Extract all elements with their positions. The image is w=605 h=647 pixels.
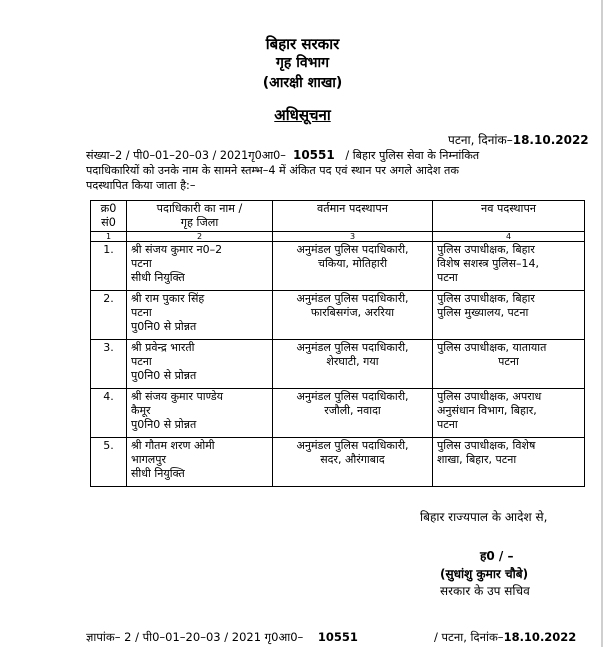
- appointment-mode: पु0नि0 से प्रोन्नत: [131, 369, 197, 382]
- memo-dateline-prefix: / पटना, दिनांक–: [434, 630, 504, 644]
- signatory-name: (सुधांशु कुमार चौबे): [440, 567, 529, 581]
- notification-paragraph: [86, 148, 586, 193]
- officer-name: श्री संजय कुमार न0–2: [131, 243, 223, 256]
- officer-cell: [127, 389, 273, 438]
- memo-footer: [86, 630, 577, 645]
- officer-cell: [127, 438, 273, 487]
- row-serial: 4.: [91, 389, 127, 438]
- new-posting-cell: पुलिस उपाधीक्षक, बिहार पुलिस मुख्यालय, पटना: [433, 291, 585, 340]
- current-posting-cell: अनुमंडल पुलिस पदाधिकारी, फारबिसगंज, अररिया: [273, 291, 433, 340]
- column-number: 1: [91, 232, 127, 242]
- branch-name: (आरक्षी शाखा): [262, 75, 343, 91]
- appointment-mode: सीधी नियुक्ति: [131, 467, 185, 480]
- table-row: [91, 291, 585, 340]
- current-posting-cell: अनुमंडल पुलिस पदाधिकारी, रजौली, नवादा: [273, 389, 433, 438]
- posting-table: [90, 200, 585, 487]
- officer-name: श्री गौतम शरण ओमी: [131, 439, 215, 452]
- officer-cell: [127, 340, 273, 389]
- table-row: [91, 242, 585, 291]
- column-number: 2: [127, 232, 273, 242]
- column-number: 3: [273, 232, 433, 242]
- signatory-designation: सरकार के उप सचिव: [440, 584, 530, 598]
- header-serial: क्र0 सं0: [91, 201, 127, 232]
- notification-line-2: पदाधिकारियों को उनके नाम के सामने स्तम्भ–4 में अंकित पद एवं स्थान पर अगले आदेश तक: [86, 164, 459, 177]
- memo-dateline: [434, 630, 576, 645]
- page-right-border: [601, 0, 603, 647]
- dateline-prefix: पटना, दिनांक–: [448, 133, 513, 147]
- dateline-date: 18.10.2022: [512, 133, 589, 147]
- current-posting-cell: अनुमंडल पुलिस पदाधिकारी, चकिया, मोतिहारी: [273, 242, 433, 291]
- govt-name: बिहार सरकार: [265, 35, 340, 53]
- home-district: भागलपुर: [131, 453, 166, 466]
- new-posting-cell: पुलिस उपाधीक्षक, बिहार विशेष सशस्त्र पुलिस–14, पटना: [433, 242, 585, 291]
- home-district: पटना: [131, 306, 152, 319]
- table-header-row: [91, 201, 585, 232]
- header-officer-name: पदाधिकारी का नाम / गृह जिला: [127, 201, 273, 232]
- row-serial: 1.: [91, 242, 127, 291]
- header-current-posting: वर्तमान पदस्थापन: [273, 201, 433, 232]
- officer-cell: [127, 242, 273, 291]
- header-new-posting: नव पदस्थापन: [433, 201, 585, 232]
- new-posting-cell: पुलिस उपाधीक्षक, विशेष शाखा, बिहार, पटना: [433, 438, 585, 487]
- new-posting-cell: पुलिस उपाधीक्षक, यातायात पटना: [433, 340, 585, 389]
- signature-mark: ह0 / –: [480, 549, 514, 563]
- home-district: पटना: [131, 257, 152, 270]
- notification-line-3: पदस्थापित किया जाता है:–: [86, 179, 196, 192]
- document-title: अधिसूचना: [274, 106, 331, 124]
- notification-number: संख्या–2 / पी0–01–20–03 / 2021गृ0आ0–: [86, 149, 286, 162]
- memo-date: 18.10.2022: [503, 630, 577, 644]
- row-serial: 2.: [91, 291, 127, 340]
- memo-number: ज्ञापांक– 2 / पी0–01–20–03 / 2021 गृ0आ0–: [86, 630, 304, 644]
- officer-name: श्री प्रवेन्द्र भारती: [131, 341, 195, 354]
- table-row: [91, 438, 585, 487]
- home-district: पटना: [131, 355, 152, 368]
- table-row: [91, 389, 585, 438]
- appointment-mode: पु0नि0 से प्रोन्नत: [131, 320, 197, 333]
- notification-line-1-rest: / बिहार पुलिस सेवा के निम्नांकित: [341, 149, 480, 162]
- column-number: 4: [433, 232, 585, 242]
- order-line: बिहार राज्यपाल के आदेश से,: [420, 510, 548, 524]
- dateline: [448, 131, 589, 148]
- notification-line-1: [86, 148, 586, 163]
- current-posting-cell: अनुमंडल पुलिस पदाधिकारी, सदर, औरंगाबाद: [273, 438, 433, 487]
- reference-number: 10551: [292, 148, 335, 162]
- new-posting-cell: पुलिस उपाधीक्षक, अपराध अनुसंधान विभाग, बिहार, पटना: [433, 389, 585, 438]
- home-district: कैमूर: [131, 404, 151, 417]
- appointment-mode: पु0नि0 से प्रोन्नत: [131, 418, 197, 431]
- row-serial: 5.: [91, 438, 127, 487]
- table-row: [91, 340, 585, 389]
- officer-name: श्री राम पुकार सिंह: [131, 292, 205, 305]
- appointment-mode: सीधी नियुक्ति: [131, 271, 185, 284]
- department-name: गृह विभाग: [276, 55, 329, 71]
- current-posting-cell: अनुमंडल पुलिस पदाधिकारी, शेरघाटी, गया: [273, 340, 433, 389]
- officer-cell: [127, 291, 273, 340]
- officer-name: श्री संजय कुमार पाण्डेय: [131, 390, 224, 403]
- memo-reference-number: 10551: [317, 630, 358, 644]
- column-number-row: [91, 232, 585, 242]
- row-serial: 3.: [91, 340, 127, 389]
